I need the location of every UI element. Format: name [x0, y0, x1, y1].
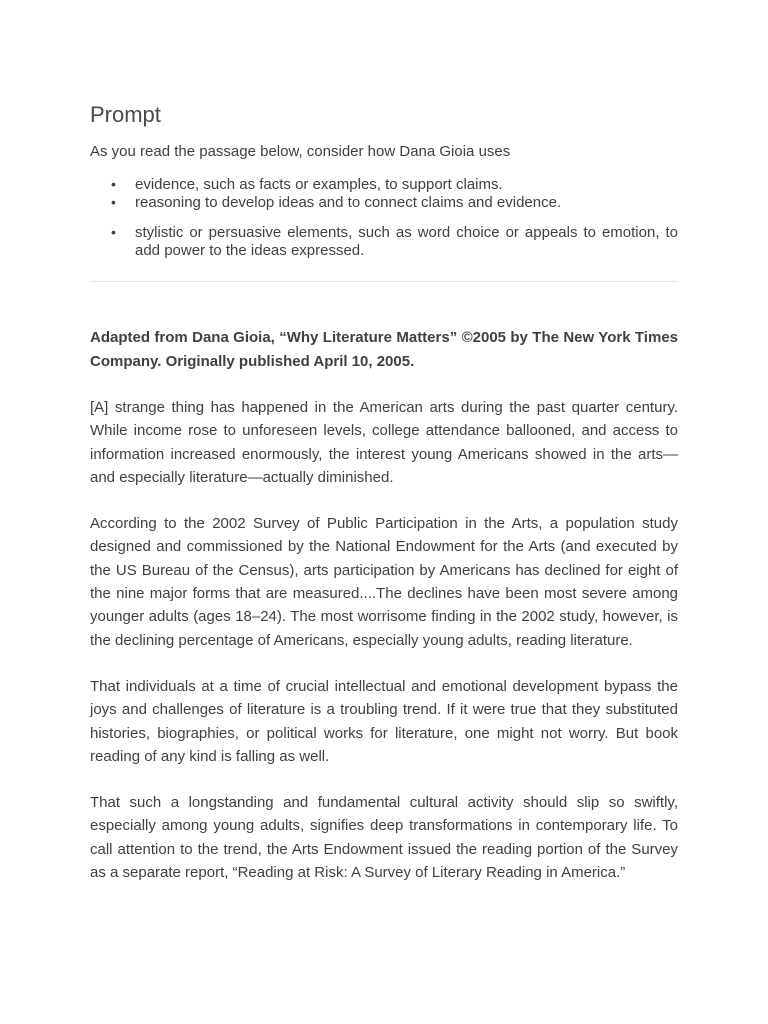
criteria-item-text: stylistic or persuasive elements, such as word choice or appeals to emotion, to add power to the ideas expressed.: [135, 224, 678, 259]
passage-paragraph: According to the 2002 Survey of Public Participation in the Arts, a population study designed and commissioned by the National Endowment for the Arts (and executed by the US Bureau of the Census), arts participation by Americans has declined for eight of the nine major forms that are measured....The declines have been most severe among younger adults (ages 18–24). The most worrisome finding in the 2002 study, however, is the declining percentage of Americans, especially young adults, reading literature.: [90, 515, 678, 649]
passage-citation: Adapted from Dana Gioia, “Why Literature Matters” ©2005 by The New York Times Company. Originally published April 10, 2005.: [90, 329, 678, 370]
prompt-intro: As you read the passage below, consider how Dana Gioia uses: [90, 143, 511, 160]
document-page: [90, 100, 678, 884]
criteria-item-text: reasoning to develop ideas and to connect claims and evidence.: [135, 193, 562, 211]
passage-paragraph: That individuals at a time of crucial intellectual and emotional development bypass the joys and challenges of literature is a troubling trend. If it were true that they substituted histories, biographies, or political works for literature, one might not worry. But book reading of any kind is falling as well.: [90, 677, 678, 765]
passage-paragraph: [A] strange thing has happened in the American arts during the past quarter century. While income rose to unforeseen levels, college attendance ballooned, and access to information increased enormously, the interest young Americans showed in the arts—and especially literature—actually diminished.: [90, 399, 678, 486]
section-divider: [90, 281, 678, 282]
prompt-title: Prompt: [90, 102, 161, 127]
criteria-list: [90, 176, 678, 259]
bullet-icon: •: [111, 224, 116, 240]
passage-paragraph: That such a longstanding and fundamental cultural activity should slip so swiftly, especially among young adults, signifies deep transformations in contemporary life. To call attention to the trend, the Arts Endowment issued the reading portion of the Survey as a separate report, “Reading at Risk: A Survey of Literary Reading in America.”: [90, 794, 678, 882]
criteria-item-evidence: [90, 176, 678, 194]
bullet-icon: •: [111, 193, 116, 210]
bullet-icon: •: [111, 176, 116, 192]
criteria-item-stylistic: [90, 224, 678, 259]
criteria-item-text: evidence, such as facts or examples, to support claims.: [135, 176, 503, 193]
criteria-item-reasoning: [90, 194, 678, 212]
